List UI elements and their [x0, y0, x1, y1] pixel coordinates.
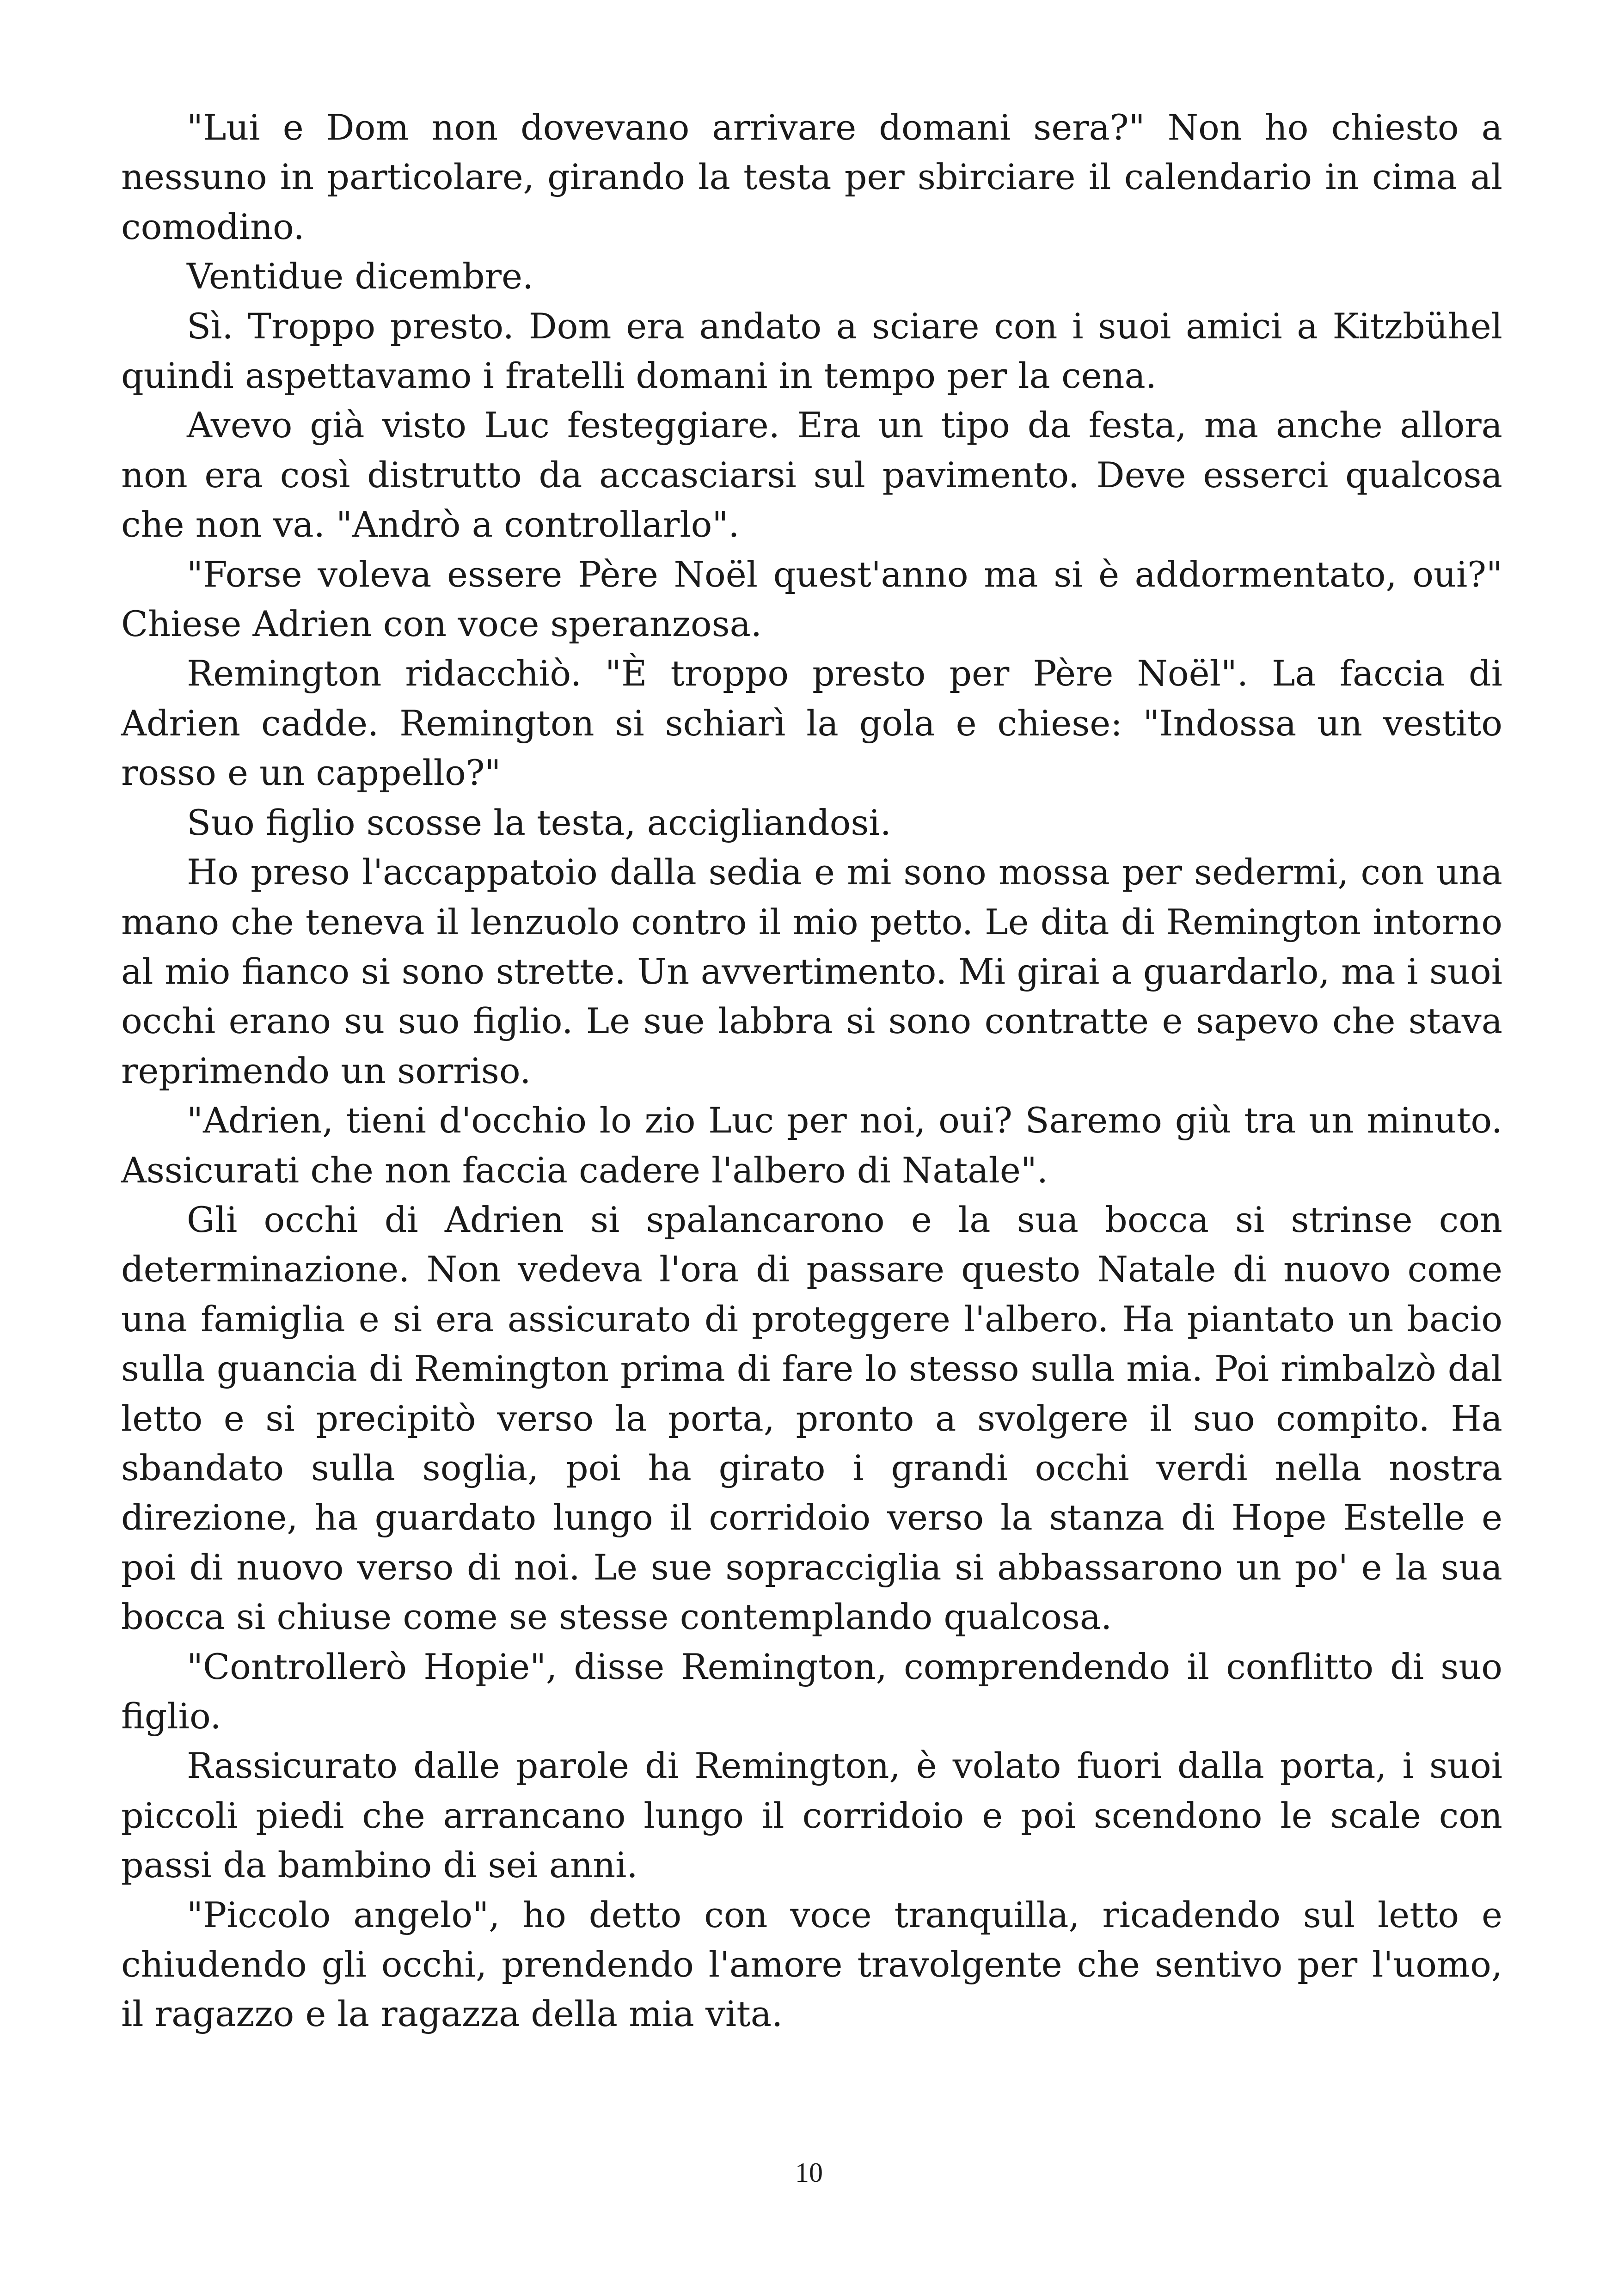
paragraph: "Adrien, tieni d'occhio lo zio Luc per noi, oui? Saremo giù tra un minuto. Assicurati che non faccia cadere l'albero di Natale". — [121, 1100, 1502, 1191]
paragraph: Suo figlio scosse la testa, accigliandosi. — [187, 802, 891, 843]
paragraph: Remington ridacchiò. "È troppo presto per Père Noël". La faccia di Adrien cadde. Remington si schiarì la gola e chiese: "Indossa un vestito rosso e un cappello?" — [121, 653, 1502, 794]
paragraph: "Controllerò Hopie", disse Remington, comprendendo il conflitto di suo figlio. — [121, 1646, 1502, 1737]
paragraph: Gli occhi di Adrien si spalancarono e la sua bocca si strinse con determinazione. Non vedeva l'ora di passare questo Natale di nuovo come una famiglia e si era assicurato di proteggere l'albero. Ha piantato un bacio sulla guancia di Remington prima di fare lo stesso sulla mia. Poi rimbalzò dal letto e si precipitò verso la porta, pronto a svolgere il suo compito. Ha sbandato sulla soglia, poi ha girato i grandi occhi verdi nella nostra direzione, ha guardato lungo il corridoio verso la stanza di Hope Estelle e poi di nuovo verso di noi. Le sue sopracciglia si abbassarono un po' e la sua bocca si chiuse come se stesse contemplando qualcosa. — [121, 1199, 1502, 1638]
paragraph: Ventidue dicembre. — [187, 256, 534, 297]
body-text — [121, 103, 1502, 2039]
paragraph: Sì. Troppo presto. Dom era andato a sciare con i suoi amici a Kitzbühel quindi aspettavamo i fratelli domani in tempo per la cena. — [121, 305, 1502, 397]
paragraph: Rassicurato dalle parole di Remington, è volato fuori dalla porta, i suoi piccoli piedi che arrancano lungo il corridoio e poi scendono le scale con passi da bambino di sei anni. — [121, 1745, 1502, 1886]
paragraph: Avevo già visto Luc festeggiare. Era un tipo da festa, ma anche allora non era così distrutto da accasciarsi sul pavimento. Deve esserci qualcosa che non va. "Andrò a controllarlo". — [121, 404, 1502, 545]
paragraph: "Piccolo angelo", ho detto con voce tranquilla, ricadendo sul letto e chiudendo gli occhi, prendendo l'amore travolgente che sentivo per l'uomo, il ragazzo e la ragazza della mia vita. — [121, 1894, 1502, 2035]
paragraph: "Lui e Dom non dovevano arrivare domani sera?" Non ho chiesto a nessuno in particolare, girando la testa per sbirciare il calendario in cima al comodino. — [121, 107, 1502, 247]
page-number: 10 — [795, 2157, 823, 2188]
paragraph: Ho preso l'accappatoio dalla sedia e mi sono mossa per sedermi, con una mano che teneva il lenzuolo contro il mio petto. Le dita di Remington intorno al mio fianco si sono strette. Un avvertimento. Mi girai a guardarlo, ma i suoi occhi erano su suo figlio. Le sue labbra si sono contratte e sapevo che stava reprimendo un sorriso. — [121, 851, 1502, 1091]
paragraph: "Forse voleva essere Père Noël quest'anno ma si è addormentato, oui?" Chiese Adrien con voce speranzosa. — [121, 553, 1502, 645]
